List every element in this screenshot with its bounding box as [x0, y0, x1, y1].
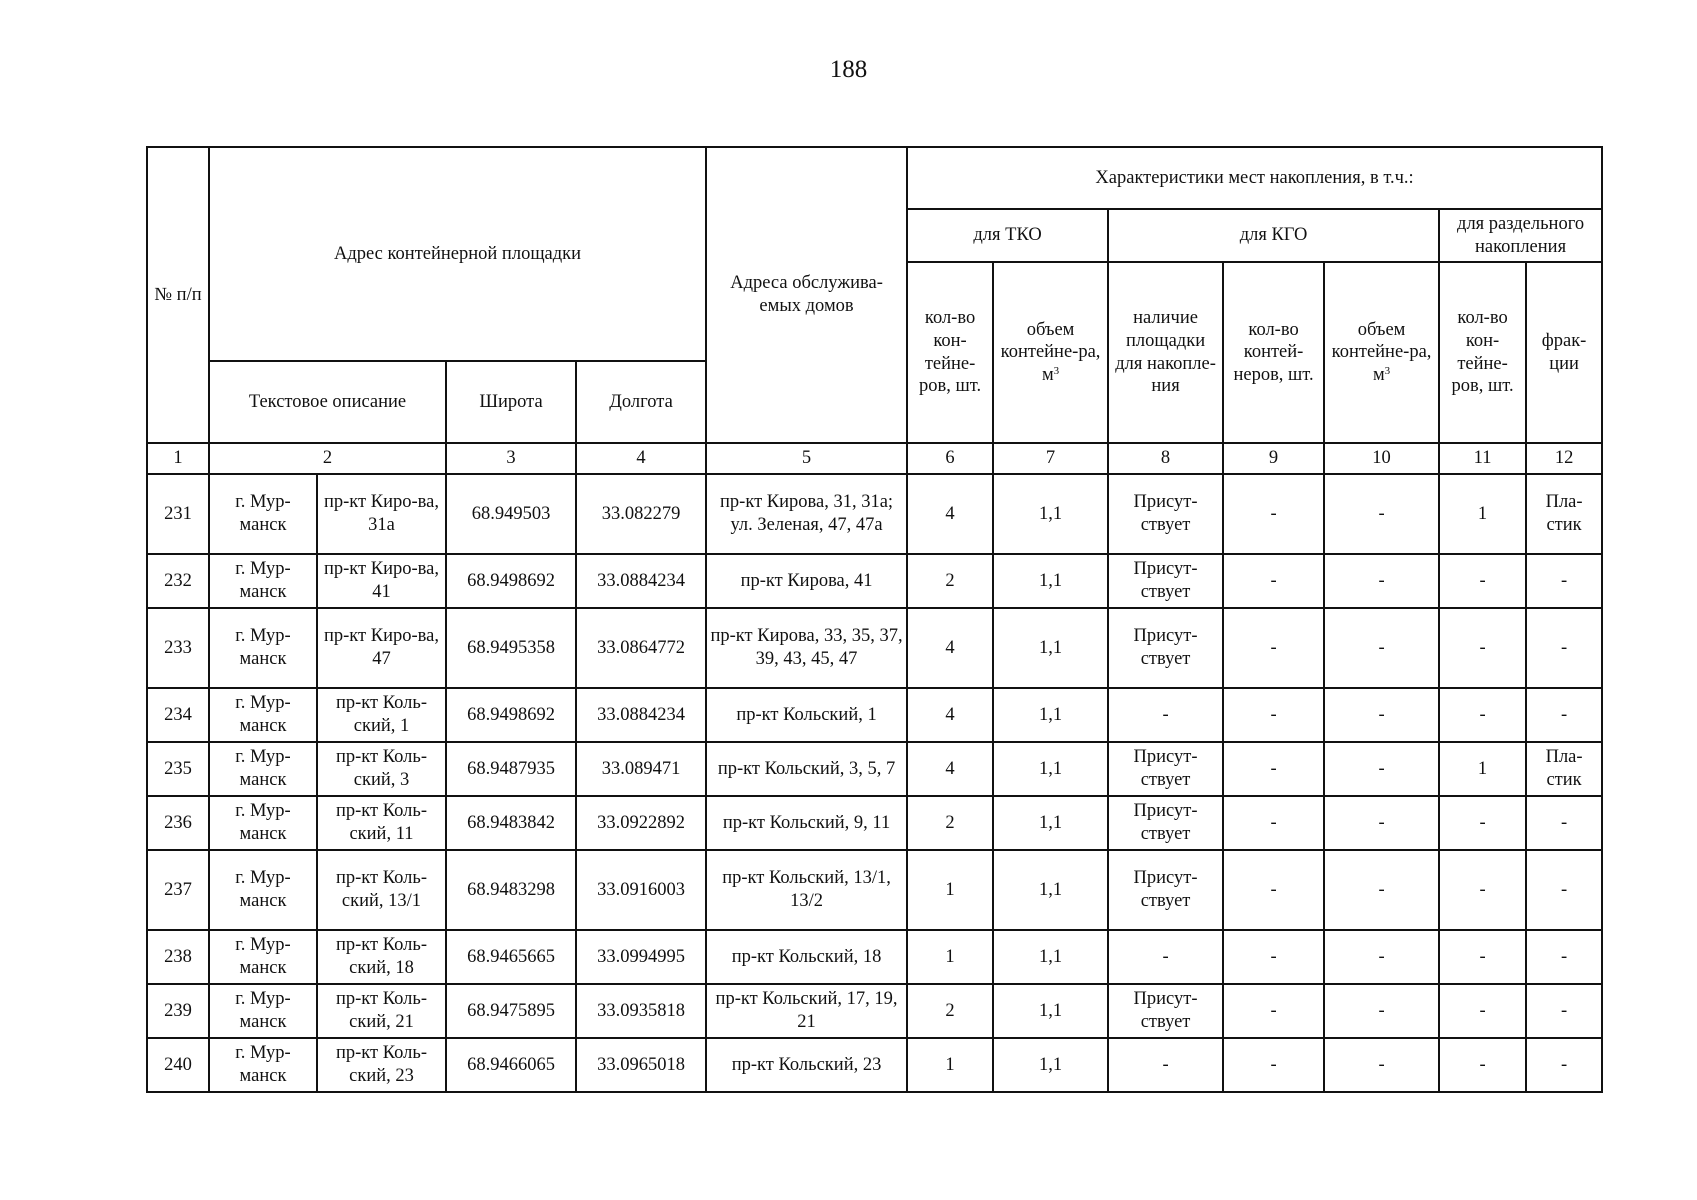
cell-sep-count: - — [1439, 930, 1526, 984]
cell-no: 240 — [147, 1038, 209, 1092]
cell-longitude: 33.0965018 — [576, 1038, 706, 1092]
header-longitude: Долгота — [576, 361, 706, 443]
cell-no: 232 — [147, 554, 209, 608]
cell-street: пр-кт Киро-ва, 41 — [317, 554, 446, 608]
cell-no: 231 — [147, 474, 209, 554]
cell-sep-fractions: Пла-стик — [1526, 474, 1602, 554]
cell-kgo-count: - — [1223, 850, 1324, 930]
cell-tko-count: 4 — [907, 608, 993, 688]
cell-kgo-volume: - — [1324, 742, 1439, 796]
cell-city: г. Мур-манск — [209, 850, 317, 930]
cell-kgo-site: Присут-ствует — [1108, 742, 1223, 796]
cell-kgo-count: - — [1223, 474, 1324, 554]
cell-served-houses: пр-кт Кирова, 41 — [706, 554, 907, 608]
cell-city: г. Мур-манск — [209, 796, 317, 850]
header-kgo-count: кол-во контей-неров, шт. — [1223, 262, 1324, 443]
cell-no: 239 — [147, 984, 209, 1038]
cell-kgo-volume: - — [1324, 688, 1439, 742]
cell-longitude: 33.082279 — [576, 474, 706, 554]
cell-served-houses: пр-кт Кольский, 3, 5, 7 — [706, 742, 907, 796]
cell-no: 237 — [147, 850, 209, 930]
cell-sep-count: - — [1439, 850, 1526, 930]
cell-sep-count: - — [1439, 1038, 1526, 1092]
table-row — [147, 742, 1602, 796]
cell-longitude: 33.0916003 — [576, 850, 706, 930]
cell-sep-fractions: - — [1526, 930, 1602, 984]
cell-kgo-site: - — [1108, 930, 1223, 984]
cell-tko-volume: 1,1 — [993, 1038, 1108, 1092]
cell-tko-count: 1 — [907, 850, 993, 930]
column-number: 2 — [209, 443, 446, 474]
cell-sep-count: 1 — [1439, 742, 1526, 796]
cell-kgo-site: Присут-ствует — [1108, 474, 1223, 554]
table-row — [147, 930, 1602, 984]
column-number: 6 — [907, 443, 993, 474]
cell-kgo-volume: - — [1324, 930, 1439, 984]
container-sites-table — [146, 146, 1603, 1093]
header-kgo-volume-label: объем контейне-ра, — [1331, 319, 1432, 363]
cell-sep-count: - — [1439, 796, 1526, 850]
header-tko-count: кол-во кон-тейне-ров, шт. — [907, 262, 993, 443]
cell-sep-count: - — [1439, 554, 1526, 608]
cell-kgo-volume: - — [1324, 850, 1439, 930]
cell-served-houses: пр-кт Кольский, 1 — [706, 688, 907, 742]
column-number: 9 — [1223, 443, 1324, 474]
cell-tko-volume: 1,1 — [993, 474, 1108, 554]
cell-kgo-volume: - — [1324, 554, 1439, 608]
table-row — [147, 554, 1602, 608]
cell-sep-fractions: - — [1526, 850, 1602, 930]
cell-tko-volume: 1,1 — [993, 850, 1108, 930]
cell-street: пр-кт Киро-ва, 47 — [317, 608, 446, 688]
cell-tko-count: 4 — [907, 474, 993, 554]
header-separate: для раздельного накопления — [1439, 209, 1602, 262]
header-text-description: Текстовое описание — [209, 361, 446, 443]
cell-street: пр-кт Коль-ский, 11 — [317, 796, 446, 850]
cell-kgo-site: Присут-ствует — [1108, 796, 1223, 850]
cell-no: 234 — [147, 688, 209, 742]
table-row — [147, 688, 1602, 742]
cell-kgo-volume: - — [1324, 474, 1439, 554]
cell-served-houses: пр-кт Кирова, 31, 31а; ул. Зеленая, 47, 47а — [706, 474, 907, 554]
cell-kgo-volume: - — [1324, 608, 1439, 688]
cell-longitude: 33.0884234 — [576, 554, 706, 608]
header-tko-volume-label: объем контейне-ра, — [1000, 319, 1101, 363]
cell-street: пр-кт Коль-ский, 13/1 — [317, 850, 446, 930]
cell-longitude: 33.0935818 — [576, 984, 706, 1038]
header-kgo-site: наличие площадки для накопле-ния — [1108, 262, 1223, 443]
table-row — [147, 984, 1602, 1038]
cell-sep-count: - — [1439, 984, 1526, 1038]
cell-sep-count: - — [1439, 608, 1526, 688]
cell-sep-fractions: - — [1526, 984, 1602, 1038]
cell-tko-volume: 1,1 — [993, 688, 1108, 742]
cell-kgo-site: Присут-ствует — [1108, 554, 1223, 608]
cell-latitude: 68.9465665 — [446, 930, 576, 984]
cell-city: г. Мур-манск — [209, 930, 317, 984]
cell-tko-count: 4 — [907, 742, 993, 796]
cell-sep-count: 1 — [1439, 474, 1526, 554]
unit-m3: $м^3$ — [1372, 364, 1391, 385]
cell-street: пр-кт Коль-ский, 23 — [317, 1038, 446, 1092]
table-row — [147, 474, 1602, 554]
header-tko: для ТКО — [907, 209, 1108, 262]
cell-street: пр-кт Киро-ва, 31а — [317, 474, 446, 554]
column-number: 8 — [1108, 443, 1223, 474]
cell-kgo-site: Присут-ствует — [1108, 608, 1223, 688]
cell-kgo-volume: - — [1324, 796, 1439, 850]
cell-kgo-site: - — [1108, 688, 1223, 742]
header-latitude: Широта — [446, 361, 576, 443]
cell-tko-volume: 1,1 — [993, 742, 1108, 796]
header-kgo-volume — [1324, 262, 1439, 443]
cell-kgo-count: - — [1223, 742, 1324, 796]
column-number: 4 — [576, 443, 706, 474]
cell-street: пр-кт Коль-ский, 3 — [317, 742, 446, 796]
cell-city: г. Мур-манск — [209, 742, 317, 796]
cell-longitude: 33.089471 — [576, 742, 706, 796]
cell-tko-count: 1 — [907, 1038, 993, 1092]
cell-sep-fractions: - — [1526, 688, 1602, 742]
cell-latitude: 68.9495358 — [446, 608, 576, 688]
cell-latitude: 68.9475895 — [446, 984, 576, 1038]
cell-kgo-site: Присут-ствует — [1108, 850, 1223, 930]
cell-latitude: 68.949503 — [446, 474, 576, 554]
cell-served-houses: пр-кт Кольский, 23 — [706, 1038, 907, 1092]
header-sep-fractions: фрак-ции — [1526, 262, 1602, 443]
column-number: 7 — [993, 443, 1108, 474]
cell-sep-fractions: - — [1526, 1038, 1602, 1092]
cell-kgo-count: - — [1223, 1038, 1324, 1092]
cell-latitude: 68.9498692 — [446, 554, 576, 608]
cell-city: г. Мур-манск — [209, 688, 317, 742]
column-number: 3 — [446, 443, 576, 474]
cell-kgo-count: - — [1223, 930, 1324, 984]
cell-latitude: 68.9498692 — [446, 688, 576, 742]
cell-served-houses: пр-кт Кольский, 9, 11 — [706, 796, 907, 850]
header-address: Адрес контейнерной площадки — [209, 147, 706, 361]
cell-tko-volume: 1,1 — [993, 930, 1108, 984]
cell-kgo-site: Присут-ствует — [1108, 984, 1223, 1038]
cell-tko-count: 2 — [907, 796, 993, 850]
header-characteristics: Характеристики мест накопления, в т.ч.: — [907, 147, 1602, 209]
cell-served-houses: пр-кт Кирова, 33, 35, 37, 39, 43, 45, 47 — [706, 608, 907, 688]
cell-no: 238 — [147, 930, 209, 984]
column-number-row — [147, 443, 1602, 474]
cell-sep-count: - — [1439, 688, 1526, 742]
table-row — [147, 608, 1602, 688]
cell-kgo-volume: - — [1324, 1038, 1439, 1092]
cell-served-houses: пр-кт Кольский, 17, 19, 21 — [706, 984, 907, 1038]
cell-tko-count: 2 — [907, 554, 993, 608]
column-number: 5 — [706, 443, 907, 474]
column-number: 1 — [147, 443, 209, 474]
column-number: 10 — [1324, 443, 1439, 474]
header-served-houses: Адреса обслужива-емых домов — [706, 147, 907, 443]
cell-tko-count: 4 — [907, 688, 993, 742]
page-number: 188 — [829, 56, 868, 83]
cell-kgo-site: - — [1108, 1038, 1223, 1092]
column-number: 12 — [1526, 443, 1602, 474]
cell-kgo-count: - — [1223, 688, 1324, 742]
header-kgo: для КГО — [1108, 209, 1439, 262]
cell-city: г. Мур-манск — [209, 1038, 317, 1092]
cell-kgo-count: - — [1223, 554, 1324, 608]
cell-city: г. Мур-манск — [209, 984, 317, 1038]
table-row — [147, 850, 1602, 930]
unit-m3: $м^3$ — [1041, 364, 1060, 385]
header-sep-count: кол-во кон-тейне-ров, шт. — [1439, 262, 1526, 443]
table-row — [147, 796, 1602, 850]
cell-longitude: 33.0884234 — [576, 688, 706, 742]
cell-sep-fractions: - — [1526, 554, 1602, 608]
cell-no: 233 — [147, 608, 209, 688]
header-tko-volume — [993, 262, 1108, 443]
cell-longitude: 33.0994995 — [576, 930, 706, 984]
cell-city: г. Мур-манск — [209, 554, 317, 608]
cell-city: г. Мур-манск — [209, 608, 317, 688]
cell-sep-fractions: Пла-стик — [1526, 742, 1602, 796]
cell-tko-volume: 1,1 — [993, 796, 1108, 850]
cell-tko-volume: 1,1 — [993, 984, 1108, 1038]
cell-kgo-count: - — [1223, 796, 1324, 850]
cell-street: пр-кт Коль-ский, 18 — [317, 930, 446, 984]
cell-sep-fractions: - — [1526, 796, 1602, 850]
cell-latitude: 68.9483298 — [446, 850, 576, 930]
table-row — [147, 1038, 1602, 1092]
cell-no: 235 — [147, 742, 209, 796]
cell-kgo-volume: - — [1324, 984, 1439, 1038]
cell-tko-count: 2 — [907, 984, 993, 1038]
cell-latitude: 68.9487935 — [446, 742, 576, 796]
cell-kgo-count: - — [1223, 608, 1324, 688]
cell-tko-volume: 1,1 — [993, 554, 1108, 608]
cell-served-houses: пр-кт Кольский, 18 — [706, 930, 907, 984]
cell-sep-fractions: - — [1526, 608, 1602, 688]
cell-longitude: 33.0864772 — [576, 608, 706, 688]
header-no: № п/п — [147, 147, 209, 443]
cell-no: 236 — [147, 796, 209, 850]
cell-tko-volume: 1,1 — [993, 608, 1108, 688]
cell-street: пр-кт Коль-ский, 21 — [317, 984, 446, 1038]
cell-latitude: 68.9466065 — [446, 1038, 576, 1092]
cell-longitude: 33.0922892 — [576, 796, 706, 850]
cell-served-houses: пр-кт Кольский, 13/1, 13/2 — [706, 850, 907, 930]
cell-latitude: 68.9483842 — [446, 796, 576, 850]
column-number: 11 — [1439, 443, 1526, 474]
cell-street: пр-кт Коль-ский, 1 — [317, 688, 446, 742]
cell-tko-count: 1 — [907, 930, 993, 984]
cell-kgo-count: - — [1223, 984, 1324, 1038]
cell-city: г. Мур-манск — [209, 474, 317, 554]
